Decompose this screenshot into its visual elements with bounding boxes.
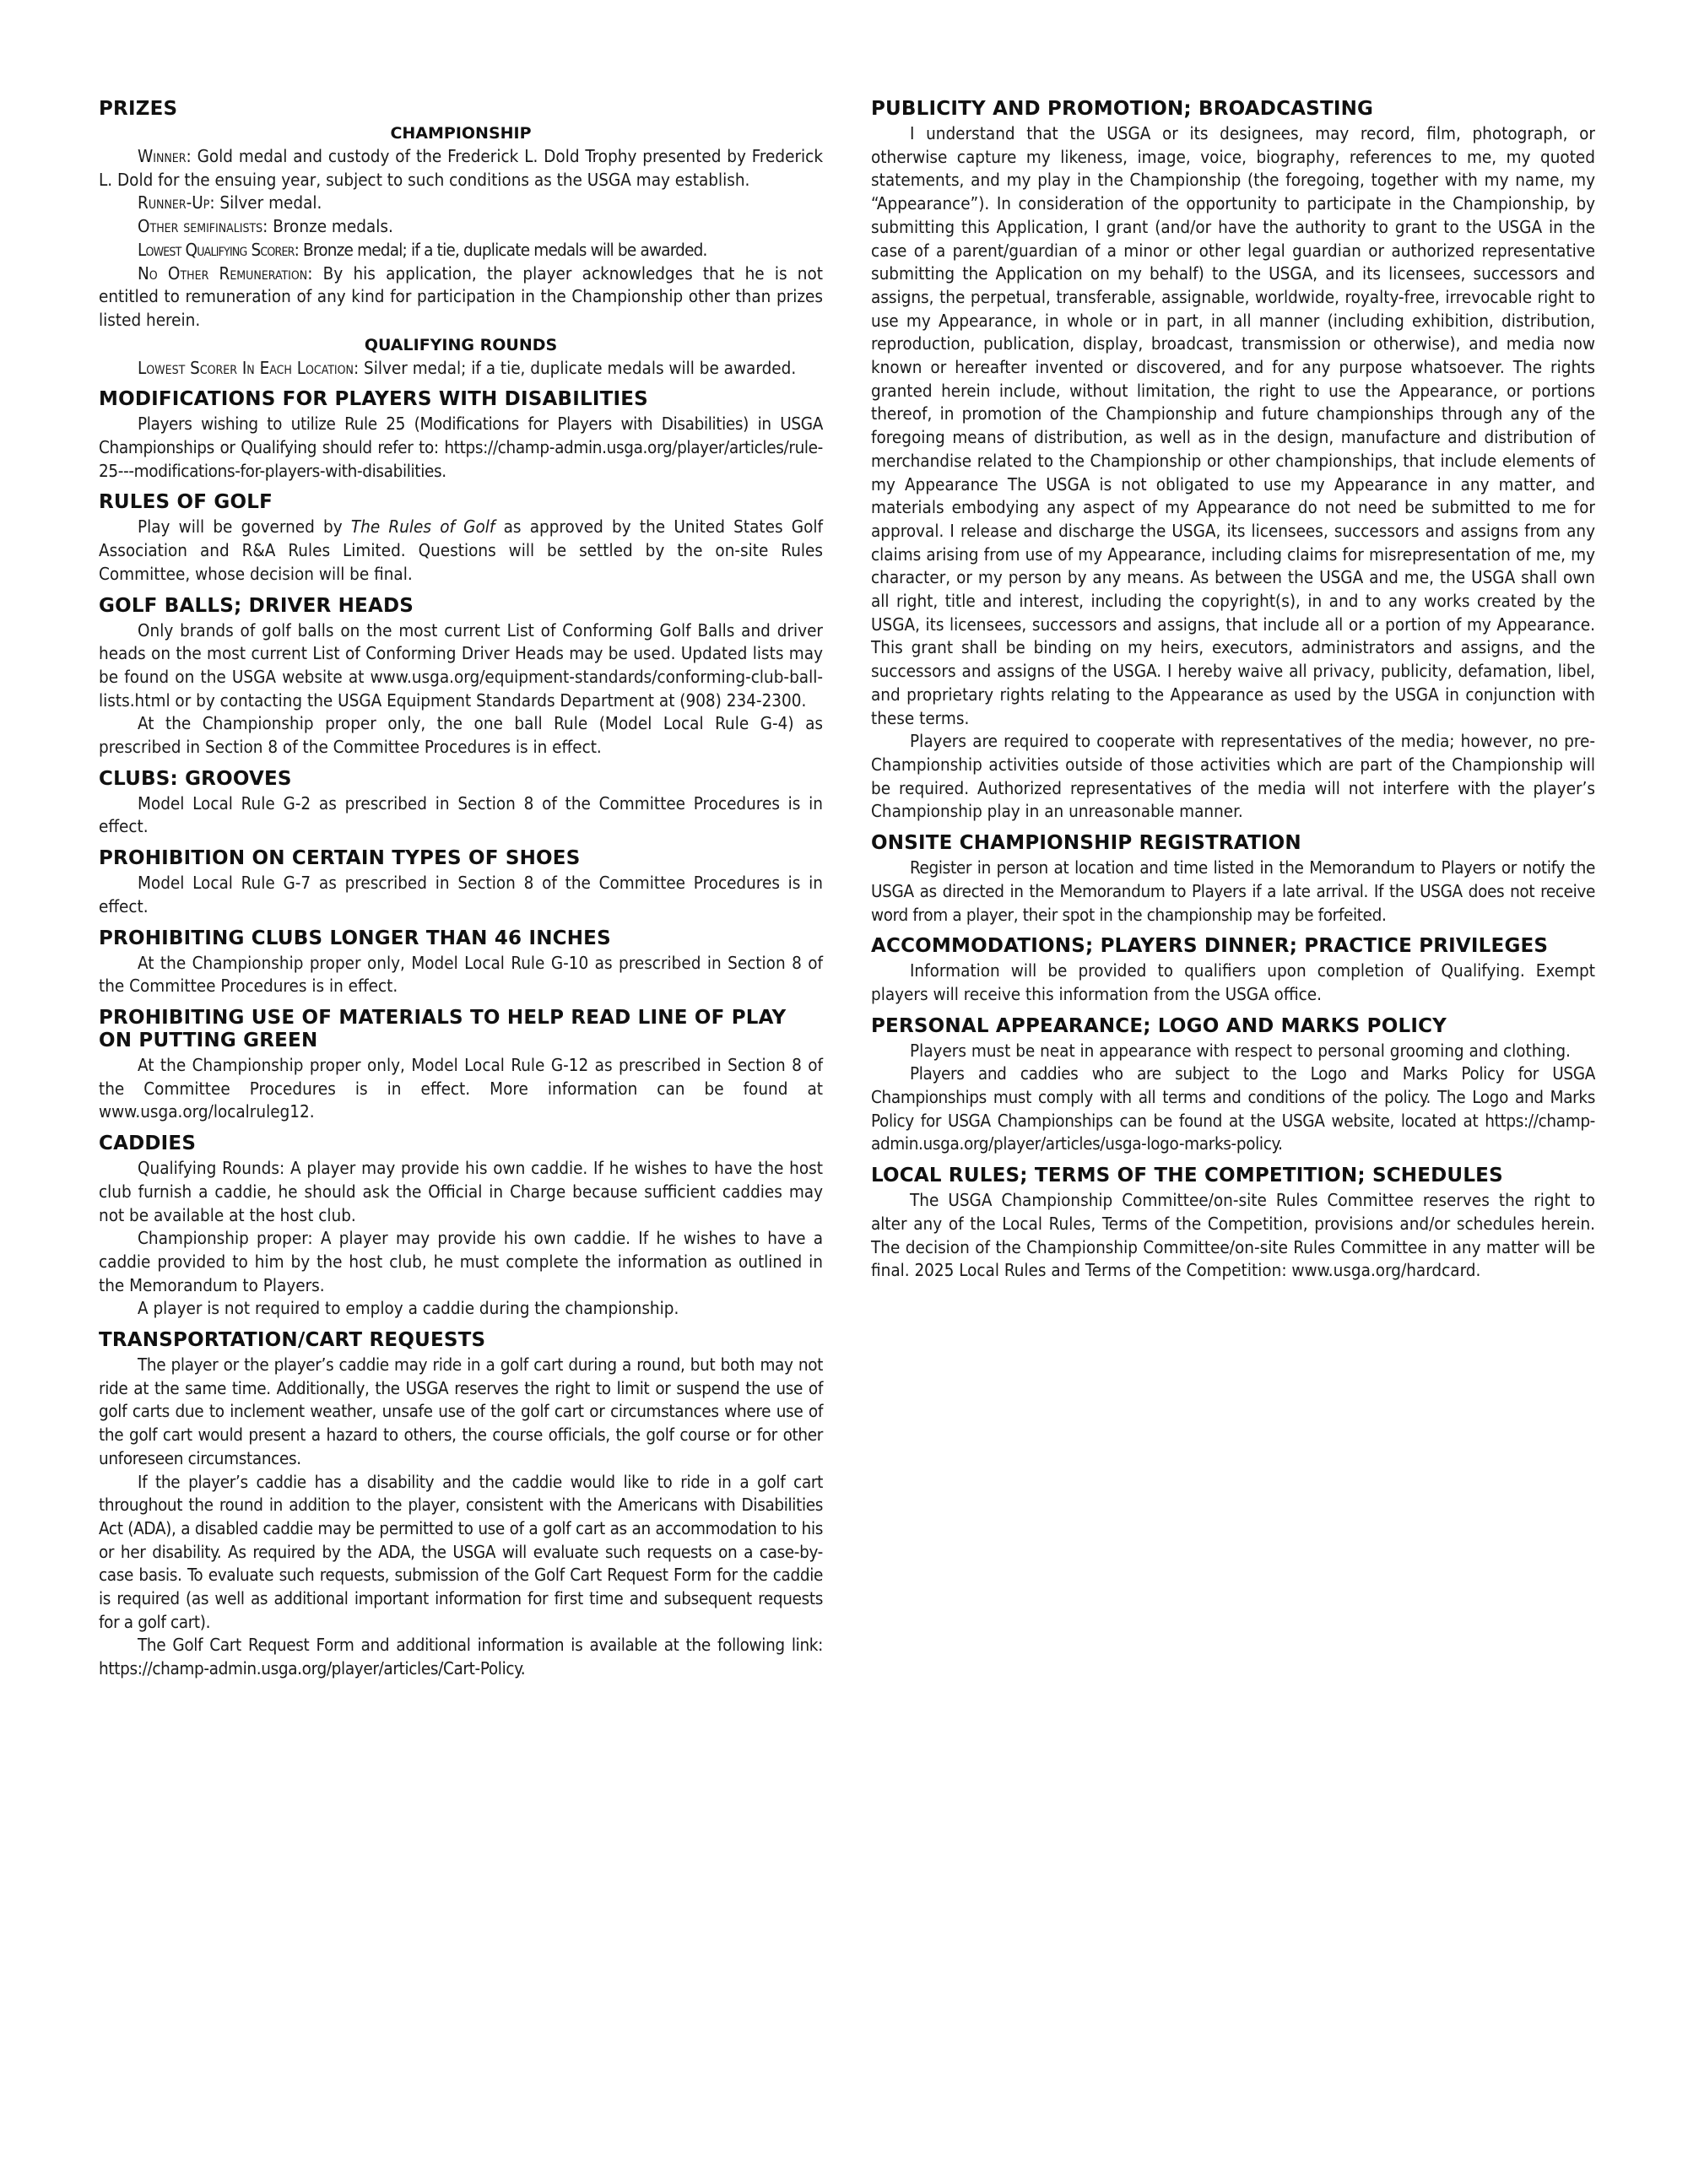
accommodations-heading: ACCOMMODATIONS; PLAYERS DINNER; PRACTICE PRIVILEGES	[871, 935, 1549, 958]
local-rules-paragraph: The USGA Championship Committee/on-site Rules Committee reserves the right to alter any of the Local Rules, Terms of the Competition, provisions and/or schedules herein. The decision of the Championship Committee/on-site Rules Committee in any matter will be final. 2025 Local Rules and Terms of the Competition: www.usga.org/hardcard.	[871, 1190, 1595, 1281]
appearance-paragraph-2: Players and caddies who are subject to the Logo and Marks Policy for USGA Championships must comply with all terms and conditions of the policy. The Logo and Marks Policy for USGA Championships can be found at the USGA website, located at https://champ-admin.usga.org/player/articles/usga-logo-marks-policy.	[871, 1063, 1595, 1154]
rules-text-before: Play will be governed by	[138, 516, 351, 538]
clubs-46-paragraph: At the Championship proper only, Model Local Rule G-10 as prescribed in Section 8 of the Committee Procedures is in effect.	[99, 952, 823, 997]
materials-paragraph: At the Championship proper only, Model Local Rule G-12 as prescribed in Section 8 of the Committee Procedures is in effect. More information can be found at www.usga.org/localruleg12.	[99, 1054, 823, 1122]
golf-balls-paragraph-2: At the Championship proper only, the one ball Rule (Model Local Rule G-4) as prescribed in Section 8 of the Committee Procedures is in effect.	[99, 713, 823, 758]
publicity-paragraph-2: Players are required to cooperate with representatives of the media; however, no pre-Championship activities outside of those activities which are part of the Championship will be required. Authorized representatives of the media will not interfere with the player’s Championship play in an unreasonable manner.	[871, 731, 1595, 822]
remuneration-text: By his application, the player acknowledges that he is not entitled to remuneration of any kind for participation in the Championship other than prizes listed herein.	[99, 262, 823, 330]
rules-text-after: as approved by the United States Golf Association and R&A Rules Limited. Questions will be settled by the on-site Rules Committee, whose decision will be final.	[99, 516, 823, 584]
accommodations-paragraph: Information will be provided to qualifiers upon completion of Qualifying. Exempt players will receive this information from the USGA office.	[871, 960, 1595, 1004]
lowest-qualifier-text: Bronze medal; if a tie, duplicate medals will be awarded.	[299, 239, 707, 260]
modifications-paragraph: Players wishing to utilize Rule 25 (Modifications for Players with Disabilities) in USGA Championships or Qualifying should refer to: https://champ-admin.usga.org/player/articles/rule-25---modifications-for-players-with-disabilities.	[99, 414, 823, 481]
caddies-paragraph-3: A player is not required to employ a caddie during the championship.	[138, 1298, 679, 1319]
right-column	[871, 98, 1595, 1283]
runnerup-label: Runner-Up:	[138, 192, 215, 214]
appearance-paragraph-1: Players must be neat in appearance with respect to personal grooming and clothing.	[910, 1040, 1571, 1061]
registration-heading: ONSITE CHAMPIONSHIP REGISTRATION	[871, 832, 1301, 855]
golf-balls-paragraph-1: Only brands of golf balls on the most current List of Conforming Golf Balls and driver heads on the most current List of Conforming Driver Heads may be used. Updated lists may be found on the USGA website at www.usga.org/equipment-standards/conforming-club-ball-lists.html or by contacting the USGA Equipment Standards Department at (908) 234-2300.	[99, 619, 823, 711]
winner-paragraph	[99, 145, 823, 192]
left-column	[99, 98, 823, 1681]
semifinalists-text: Bronze medals.	[268, 216, 393, 237]
championship-subheading: CHAMPIONSHIP	[390, 124, 532, 143]
location-paragraph	[99, 357, 823, 381]
transportation-paragraph-1: The player or the player’s caddie may ride in a golf cart during a round, but both may not ride at the same time. Additionally, the USGA reserves the right to limit or suspend the use of golf carts due to inclement weather, unsafe use of the golf cart or circumstances where use of the golf cart would present a hazard to others, the course officials, the golf course or for other unforeseen circumstances.	[99, 1354, 823, 1468]
publicity-paragraph-1: I understand that the USGA or its designees, may record, film, photograph, or otherwise capture my likeness, image, voice, biography, references to me, my quoted statements, and my play in the Championship (the foregoing, together with my name, my “Appearance”). In consideration of the opportunity to participate in the Championship, by submitting this Application, I grant (and/or have the authority to grant to the USGA in the case of a parent/guardian of a minor or other legal guardian or authorized representative submitting the Application on my behalf) to the USGA, and its licensees, successors and assigns, the perpetual, transferable, assignable, worldwide, royalty-free, irrevocable right to use my Appearance, in whole or in part, in all manner (including exhibition, distribution, reproduction, publication, display, broadcast, transmission or otherwise), and media now known or hereafter invented or discovered, and for any purpose whatsoever. The rights granted herein include, without limitation, the right to use the Appearance, or portions thereof, in promotion of the Championship and future championships through any of the foregoing means of distribution, as well as in the design, manufacture and distribution of merchandise related to the Championship or other championships, that include elements of my Appearance The USGA is not obligated to use my Appearance in any matter, and materials embodying any aspect of my Appearance do not need be submitted to me for approval. I release and discharge the USGA, its licensees, successors and assigns from any claims arising from use of my Appearance, including claims for misrepresentation of me, my character, or my person by any means. As between the USGA and me, the USGA shall own all right, title and interest, including the copyright(s), in and to any works created by the USGA, its licensees, successors and assigns, that include all or a portion of my Appearance. This grant shall be binding on my heirs, executors, administrators and assigns, and the successors and assigns of the USGA. I hereby waive all privacy, publicity, defamation, libel, and proprietary rights relating to the Appearance as used by the USGA in conjunction with these terms.	[871, 123, 1595, 728]
qualifying-rounds-subheading: QUALIFYING ROUNDS	[364, 335, 558, 354]
local-rules-heading: LOCAL RULES; TERMS OF THE COMPETITION; SCHEDULES	[871, 1165, 1503, 1187]
modifications-heading: MODIFICATIONS FOR PLAYERS WITH DISABILITIES	[99, 388, 648, 411]
remuneration-paragraph	[99, 262, 823, 332]
caddies-paragraph-1: Qualifying Rounds: A player may provide his own caddie. If he wishes to have the host club furnish a caddie, he should ask the Official in Charge because sufficient caddies may not be available at the host club.	[99, 1158, 823, 1225]
clubs-46-heading: PROHIBITING CLUBS LONGER THAN 46 INCHES	[99, 927, 611, 949]
prizes-heading: PRIZES	[99, 98, 178, 120]
registration-paragraph: Register in person at location and time listed in the Memorandum to Players or notify the USGA as directed in the Memorandum to Players if a late arrival. If the USGA does not receive word from a player, their spot in the championship may be forfeited.	[871, 857, 1595, 925]
transportation-paragraph-3: The Golf Cart Request Form and additional information is available at the following link: https://champ-admin.usga.org/player/articles/Cart-Policy.	[99, 1635, 823, 1679]
rules-book-title: The Rules of Golf	[350, 516, 495, 538]
publicity-heading: PUBLICITY AND PROMOTION; BROADCASTING	[871, 98, 1374, 120]
runnerup-paragraph	[99, 192, 823, 215]
golf-balls-heading: GOLF BALLS; DRIVER HEADS	[99, 594, 414, 617]
rules-of-golf-paragraph	[99, 516, 823, 586]
semifinalists-paragraph	[99, 215, 823, 239]
grooves-paragraph: Model Local Rule G-2 as prescribed in Section 8 of the Committee Procedures is in effect.	[99, 792, 823, 837]
shoes-heading: PROHIBITION ON CERTAIN TYPES OF SHOES	[99, 847, 581, 870]
shoes-paragraph: Model Local Rule G-7 as prescribed in Section 8 of the Committee Procedures is in effect.	[99, 873, 823, 916]
caddies-paragraph-2: Championship proper: A player may provide his own caddie. If he wishes to have a caddie provided to him by the host club, he must complete the information as outlined in the Memorandum to Players.	[99, 1228, 823, 1295]
location-label: Lowest Scorer In Each Location:	[138, 357, 360, 378]
grooves-heading: CLUBS: GROOVES	[99, 767, 292, 790]
caddies-heading: CADDIES	[99, 1133, 197, 1155]
winner-label: Winner:	[138, 146, 192, 166]
lowest-qualifier-paragraph	[99, 239, 823, 262]
semifinalists-label: Other semifinalists:	[138, 216, 268, 237]
transportation-heading: TRANSPORTATION/CART REQUESTS	[99, 1329, 486, 1352]
transportation-paragraph-2: If the player’s caddie has a disability and the caddie would like to ride in a golf cart throughout the round in addition to the player, consistent with the Americans with Disabilities Act (ADA), a disabled caddie may be permitted to use of a golf cart as an accommodation to his or her disability. As required by the ADA, the USGA will evaluate such requests on a case-by-case basis. To evaluate such requests, submission of the Golf Cart Request Form for the caddie is required (as well as additional important information for first time and subsequent requests for a golf cart).	[99, 1471, 823, 1632]
rules-of-golf-heading: RULES OF GOLF	[99, 491, 273, 514]
appearance-heading: PERSONAL APPEARANCE; LOGO AND MARKS POLICY	[871, 1014, 1447, 1037]
location-text: Silver medal; if a tie, duplicate medals will be awarded.	[359, 357, 797, 378]
lowest-qualifier-label: Lowest Qualifying Scorer:	[138, 239, 299, 260]
materials-heading: PROHIBITING USE OF MATERIALS TO HELP READ LINE OF PLAY ON PUTTING GREEN	[99, 1006, 787, 1051]
winner-text: Gold medal and custody of the Frederick L. Dold Trophy presented by Frederick L. Dold for the ensuing year, subject to such conditions as the USGA may establish.	[99, 146, 823, 190]
remuneration-label: No Other Remuneration:	[138, 262, 313, 284]
runnerup-text: Silver medal.	[214, 192, 322, 214]
